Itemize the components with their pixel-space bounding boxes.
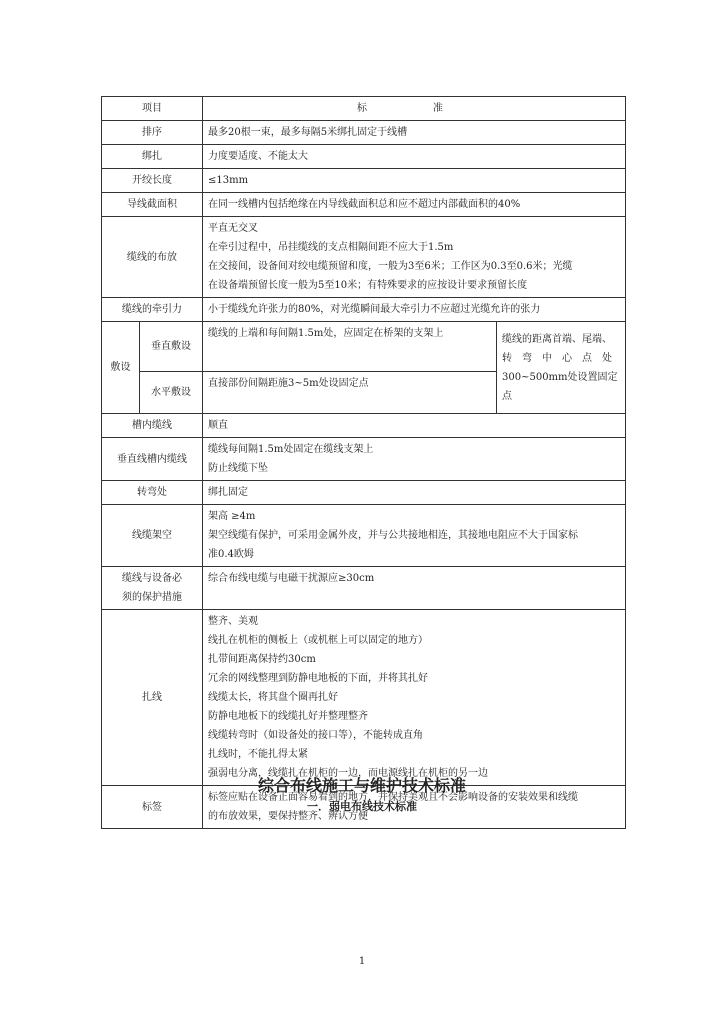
row-label: 缆线的布放: [102, 217, 203, 298]
text-line: 扎线时，不能扎得太紧: [208, 749, 308, 760]
text-line: 缆线每间隔1.5m处固定在缆线支架上: [208, 444, 374, 455]
table-row: [102, 193, 626, 217]
row-text: ≤13mm: [203, 169, 626, 193]
text-line: 须的保护措施: [122, 592, 182, 603]
text-line: 准0.4欧姆: [208, 549, 254, 560]
text-line: 强弱电分离，线缆扎在机柜的一边，而电源线扎在机柜的另一边: [208, 768, 488, 779]
row-text: 综合布线电缆与电磁干扰源应≥30cm: [203, 567, 626, 610]
table-row: [102, 145, 626, 169]
row-side-text: [497, 322, 626, 414]
table-row: [102, 414, 626, 438]
text-line: 标签应贴在设备正面容易看到的地方，并保持美观且不会影响设备的安装效果和线缆: [208, 792, 578, 803]
text-line: 平直无交叉: [208, 223, 258, 234]
row-text: [203, 217, 626, 298]
row-label: 槽内缆线: [102, 414, 203, 438]
table-row: [102, 298, 626, 322]
section-heading: 一．弱电布线技术标准: [307, 800, 417, 813]
row-text: 最多20根一束，最多每隔5米绑扎固定于线槽: [203, 121, 626, 145]
row-label: 开绞长度: [102, 169, 203, 193]
text-line: 线缆太长，将其盘个圈再扎好: [208, 692, 338, 703]
row-label: 转弯处: [102, 481, 203, 505]
text-line: 架空线缆有保护，可采用金属外皮，并与公共接地相连，其接地电阻应不大于国家标: [208, 530, 578, 541]
row-label: 缆线的牵引力: [102, 298, 203, 322]
sub-label: 垂直敷设: [140, 322, 203, 372]
header-item: 项目: [102, 97, 203, 121]
row-label: 绑扎: [102, 145, 203, 169]
text-line: 点: [502, 390, 512, 402]
row-label: 排序: [102, 121, 203, 145]
text-line: 300~500mm处设置固定: [502, 371, 618, 383]
sub-label: 水平敷设: [140, 372, 203, 414]
header-standard-text: 标 准: [357, 103, 471, 114]
standards-table: [101, 96, 626, 829]
table-header-row: [102, 97, 626, 121]
text-line: 的布放效果，要保持整齐、辨认方便: [208, 811, 368, 822]
row-text: [203, 610, 626, 786]
text-line: 线扎在机柜的侧板上（或机框上可以固定的地方）: [208, 635, 428, 646]
row-text: 力度要适度、不能太大: [203, 145, 626, 169]
table-row: [102, 322, 626, 372]
row-text: 小于缆线允许张力的80%，对光缆瞬间最大牵引力不应超过光缆允许的张力: [203, 298, 626, 322]
text-line: 缆线的距离首端、尾端、: [502, 333, 612, 345]
text-line: 防止线缆下坠: [208, 463, 268, 474]
row-label: 线缆架空: [102, 505, 203, 567]
table-row: [102, 169, 626, 193]
row-label: 标签: [102, 786, 203, 829]
text-line: 缆线与设备必: [122, 573, 182, 584]
row-text: 在同一线槽内包括绝缘在内导线截面积总和应不超过内部截面积的40%: [203, 193, 626, 217]
text-line: 防静电地板下的线缆扎好并整理整齐: [208, 711, 368, 722]
row-text: 直接部份间隔距施3~5m处设固定点: [203, 372, 497, 414]
document-title: 综合布线施工与维护技术标准: [257, 776, 466, 795]
table-row: [102, 217, 626, 298]
text-line: 线缆转弯时（如设备处的接口等），不能转成直角: [208, 730, 423, 741]
text-line: 扎带间距离保持约30cm: [208, 654, 316, 665]
row-label: 垂直线槽内缆线: [102, 438, 203, 481]
text-line: 在交接间，设备间对绞电缆预留和度，一般为3至6米；工作区为0.3至0.6米；光缆: [208, 261, 573, 272]
table-row: [102, 121, 626, 145]
text-line: 在牵引过程中，吊挂缆线的支点相隔间距不应大于1.5m: [208, 242, 454, 253]
text-line: 冗余的网线整理到防静电地板的下面，并将其扎好: [208, 673, 428, 684]
table-row: [102, 505, 626, 567]
row-text: 绑扎固定: [203, 481, 626, 505]
table-row: [102, 567, 626, 610]
table-row: [102, 481, 626, 505]
text-line: 在设备端预留长度一般为5至10米；有特殊要求的应按设计要求预留长度: [208, 280, 528, 291]
header-standard: [203, 97, 626, 121]
text-line: 转 弯 中 心 点 处: [502, 352, 612, 364]
row-label: 敷设: [102, 322, 140, 414]
page-number: 1: [358, 956, 366, 967]
row-label: [102, 567, 203, 610]
text-line: 架高 ≥4m: [208, 511, 256, 522]
row-text: [203, 438, 626, 481]
table-row: [102, 438, 626, 481]
row-text: [203, 505, 626, 567]
row-label: 导线截面积: [102, 193, 203, 217]
row-text: 缆线的上端和每间隔1.5m处，应固定在桥架的支架上: [203, 322, 497, 372]
text-line: 整齐、美观: [208, 616, 258, 627]
row-text: 顺直: [203, 414, 626, 438]
row-label: 扎线: [102, 610, 203, 786]
table-row: [102, 610, 626, 786]
